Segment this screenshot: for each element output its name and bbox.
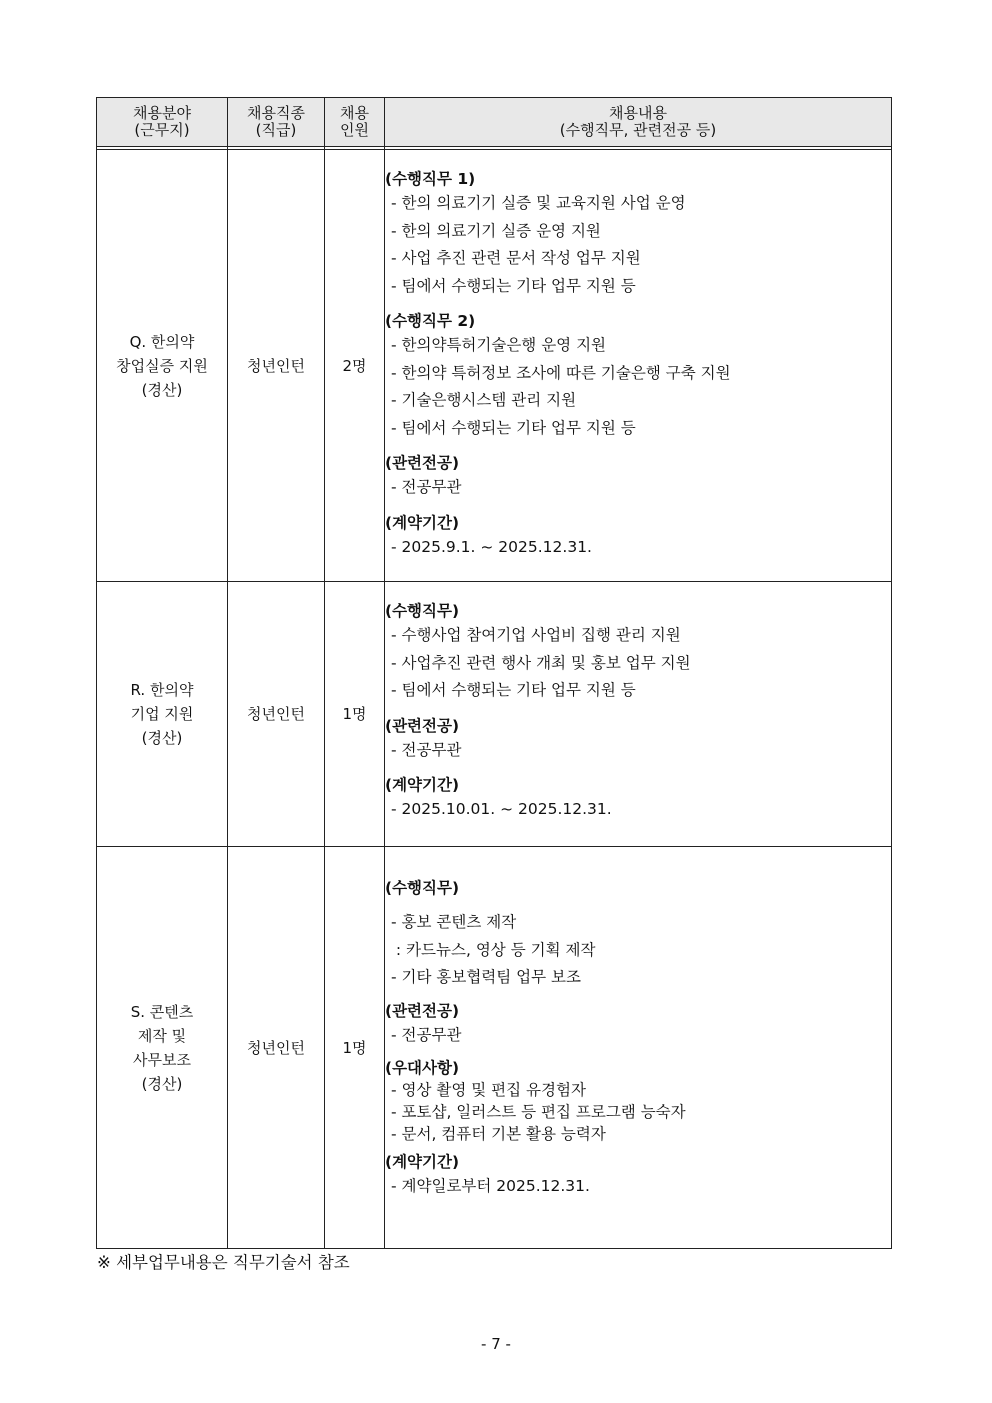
list-item: - 포토샵, 일러스트 등 편집 프로그램 능숙자 — [391, 1103, 686, 1121]
section-title: (관련전공) — [385, 716, 460, 735]
section-title: (계약기간) — [385, 1153, 460, 1171]
section-title: (계약기간) — [385, 776, 460, 794]
headcount-cell: 1명 — [325, 582, 385, 847]
list-item: - 전공무관 — [391, 478, 462, 496]
section-title: (관련전공) — [385, 1001, 460, 1020]
content-cell — [385, 150, 892, 582]
section-title: (수행직무) — [385, 602, 460, 620]
header-field: 채용분야 (근무지) — [97, 98, 228, 147]
list-item: - 전공무관 — [391, 740, 462, 759]
table-row — [97, 582, 892, 847]
list-item: - 영상 촬영 및 편집 유경험자 — [391, 1081, 586, 1099]
list-item: - 사업 추진 관련 문서 작성 업무 지원 — [391, 249, 641, 267]
section-title: (계약기간) — [385, 513, 460, 532]
list-item: - 팀에서 수행되는 기타 업무 지원 등 — [391, 276, 636, 295]
job-type-cell: 청년인턴 — [228, 847, 325, 1249]
section-title: (수행직무) — [385, 879, 460, 897]
section-title: (수행직무 1) — [385, 170, 476, 188]
list-item: - 기타 홍보협력팀 업무 보조 — [391, 968, 582, 986]
list-item: - 한의약특허기술은행 운영 지원 — [391, 336, 607, 354]
header-headcount: 채용 인원 — [325, 98, 385, 147]
list-item: : 카드뉴스, 영상 등 기획 제작 — [391, 940, 596, 959]
table-row — [97, 150, 892, 582]
list-item: - 팀에서 수행되는 기타 업무 지원 등 — [391, 418, 636, 437]
page-number: - 7 - — [481, 1335, 511, 1353]
list-item: - 전공무관 — [391, 1025, 462, 1044]
field-cell: Q. 한의약 창업실증 지원 (경산) — [97, 150, 228, 582]
headcount-cell: 2명 — [325, 150, 385, 582]
list-item: - 기술은행시스템 관리 지원 — [391, 391, 577, 409]
footnote: ※ 세부업무내용은 직무기술서 참조 — [97, 1253, 350, 1272]
header-content: 채용내용 (수행직무, 관련전공 등) — [385, 98, 892, 147]
table-header-row — [97, 98, 892, 147]
list-item: - 수행사업 참여기업 사업비 집행 관리 지원 — [391, 626, 681, 644]
list-item: - 2025.10.01. ~ 2025.12.31. — [391, 800, 612, 818]
section-title: (관련전공) — [385, 454, 460, 472]
table-row — [97, 847, 892, 1249]
list-item: - 한의 의료기기 실증 및 교육지원 사업 운영 — [391, 194, 686, 212]
section-title: (수행직무 2) — [385, 312, 476, 330]
header-job-type: 채용직종 (직급) — [228, 98, 325, 147]
list-item: - 문서, 컴퓨터 기본 활용 능력자 — [391, 1125, 606, 1143]
content-cell — [385, 582, 892, 847]
recruitment-table — [96, 97, 892, 1249]
list-item: - 사업추진 관련 행사 개최 및 홍보 업무 지원 — [391, 653, 691, 672]
list-item: - 한의 의료기기 실증 운영 지원 — [391, 221, 601, 240]
list-item: - 계약일로부터 2025.12.31. — [391, 1177, 590, 1195]
section-title: (우대사항) — [385, 1059, 460, 1077]
list-item: - 홍보 콘텐츠 제작 — [391, 913, 517, 931]
list-item: - 2025.9.1. ~ 2025.12.31. — [391, 537, 592, 556]
job-type-cell: 청년인턴 — [228, 150, 325, 582]
job-type-cell: 청년인턴 — [228, 582, 325, 847]
content-cell — [385, 847, 892, 1249]
list-item: - 한의약 특허정보 조사에 따른 기술은행 구축 지원 — [391, 363, 731, 382]
headcount-cell: 1명 — [325, 847, 385, 1249]
list-item: - 팀에서 수행되는 기타 업무 지원 등 — [391, 681, 636, 699]
field-cell: S. 콘텐츠 제작 및 사무보조 (경산) — [97, 847, 228, 1249]
field-cell: R. 한의약 기업 지원 (경산) — [97, 582, 228, 847]
